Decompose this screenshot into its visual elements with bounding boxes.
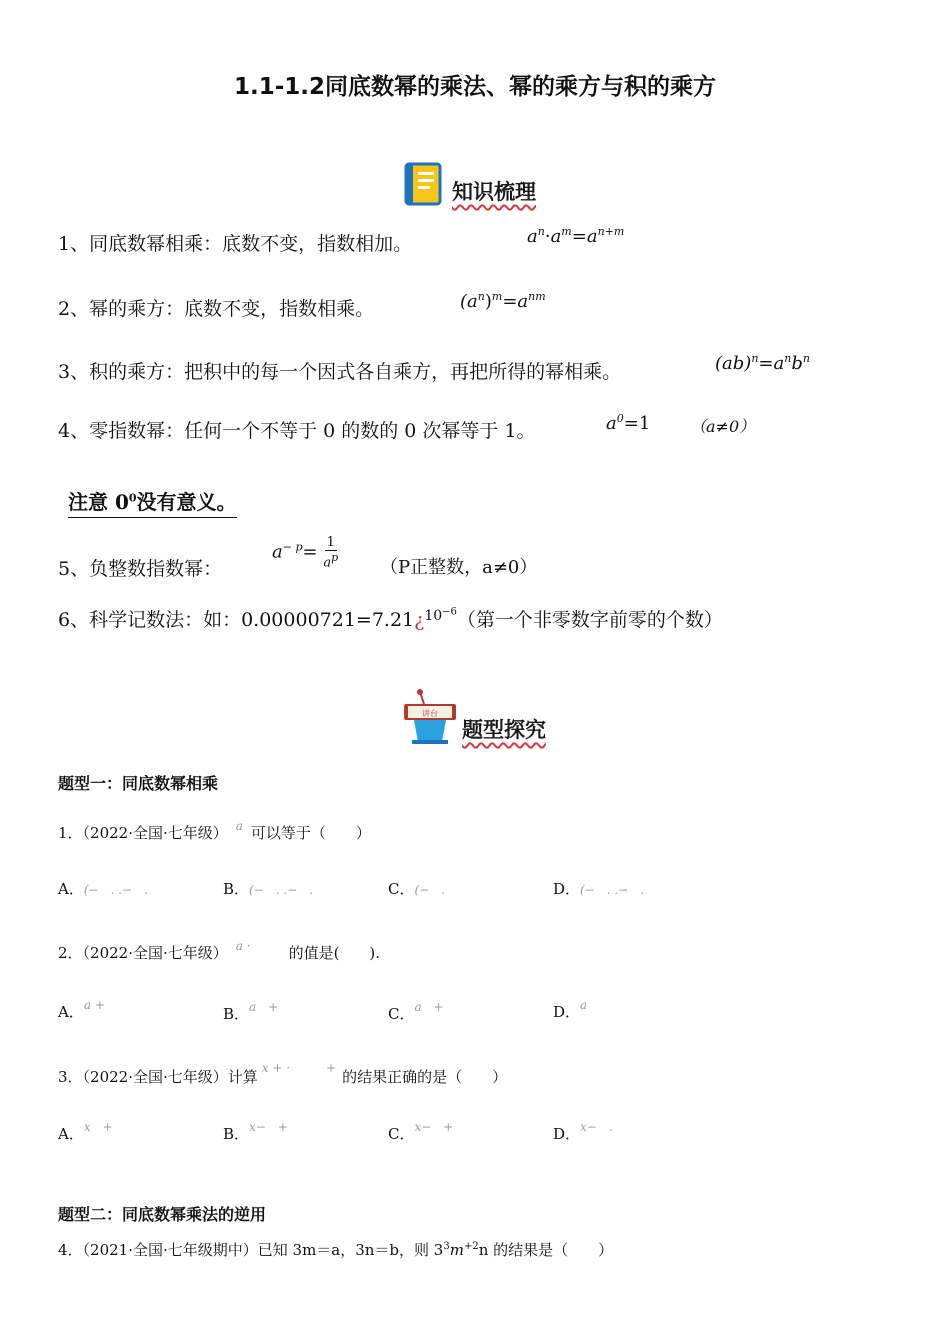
rule-1-formula: $a^n\cdot a^m=a^{n+m}$ [527, 225, 625, 247]
rule-6-text: 6、科学记数法：如：0.00000721=7.21¿$^{10^{-6}}$（第一个非零数字前零的个数） [58, 606, 723, 631]
rule-5-text: 5、负整数指数幂： [58, 558, 223, 580]
rule-2-text: 2、幂的乘方：底数不变，指数相乘。 [58, 298, 375, 320]
lectern-label: 讲台 [422, 709, 438, 718]
q3-option-d[interactable]: D．$^{x- .}$ [553, 1120, 613, 1143]
rule-5-formula: $a^{- p}=$ $\frac{1}{a^p}$ [272, 535, 339, 571]
q2-option-c[interactable]: C．$^{a +}$ [388, 1000, 444, 1023]
q2-option-a[interactable]: A．$^{a +}$ [58, 998, 105, 1021]
question-4: 4．（2021·全国·七年级期中）已知 3m＝a，3n＝b，则 $3^3m^{+2}n$ 的结果是（ ） [58, 1241, 614, 1259]
explore-banner-title: 题型探究 [462, 717, 546, 742]
question-3: 3．（2022·全国·七年级）计算 $^{x + \cdot +}$ 的结果正确的是（ ） [58, 1061, 508, 1086]
rule-1-text: 1、同底数幂相乘：底数不变，指数相加。 [58, 233, 413, 255]
q1-option-b[interactable]: B．(− . .− . [223, 880, 314, 898]
book-icon [404, 162, 444, 208]
rule-5-fraction: $\frac{1}{a^p}$ [323, 535, 339, 571]
q3-option-a[interactable]: A．$^{x +}$ [58, 1120, 113, 1143]
q2-option-d[interactable]: D．$^a$ [553, 998, 588, 1021]
rule-5-condition: （P正整数，a≠0） [380, 557, 538, 578]
page-title: 1.1-1.2同底数幂的乘法、幂的乘方与积的乘方 [233, 74, 717, 100]
q1-option-d[interactable]: D．(− . .− . [553, 880, 645, 898]
knowledge-banner [404, 162, 536, 208]
rule-2-formula: $(a^n)^m=a^{nm}$ [460, 290, 546, 312]
q3-option-c[interactable]: C．$^{x- +}$ [388, 1120, 454, 1143]
question-1: 1．（2022·全国·七年级） $^a$ 可以等于（ ） [58, 819, 371, 842]
rule-4-formula: $a^0=1$ [606, 412, 651, 434]
q3-option-b[interactable]: B．$^{x- +}$ [223, 1120, 288, 1143]
type-1-heading: 题型一：同底数幂相乘 [58, 774, 219, 793]
q2-option-b[interactable]: B．$^{a +}$ [223, 1000, 279, 1023]
knowledge-banner-title: 知识梳理 [452, 179, 536, 204]
type-2-heading: 题型二：同底数幂乘法的逆用 [58, 1205, 267, 1224]
rule-3-text: 3、积的乘方：把积中的每一个因式各自乘方，再把所得的幂相乘。 [58, 361, 622, 383]
q1-option-a[interactable]: A．(− . .− . [58, 880, 148, 898]
rule-4-condition: （a≠0） [690, 417, 756, 436]
lectern-icon [400, 688, 460, 746]
q1-option-c[interactable]: C．(− . [388, 880, 446, 898]
rule-4-text: 4、零指数幂：任何一个不等于 0 的数的 0 次幂等于 1。 [58, 420, 536, 442]
explore-banner [400, 688, 546, 746]
question-2: 2．（2022·全国·七年级） $^{a \cdot}$ 的值是( ). [58, 939, 381, 962]
note-zero-power: 注意 $0^0$没有意义。 [68, 486, 237, 518]
rule-3-formula: $(ab)^n=a^nb^n$ [715, 352, 810, 374]
